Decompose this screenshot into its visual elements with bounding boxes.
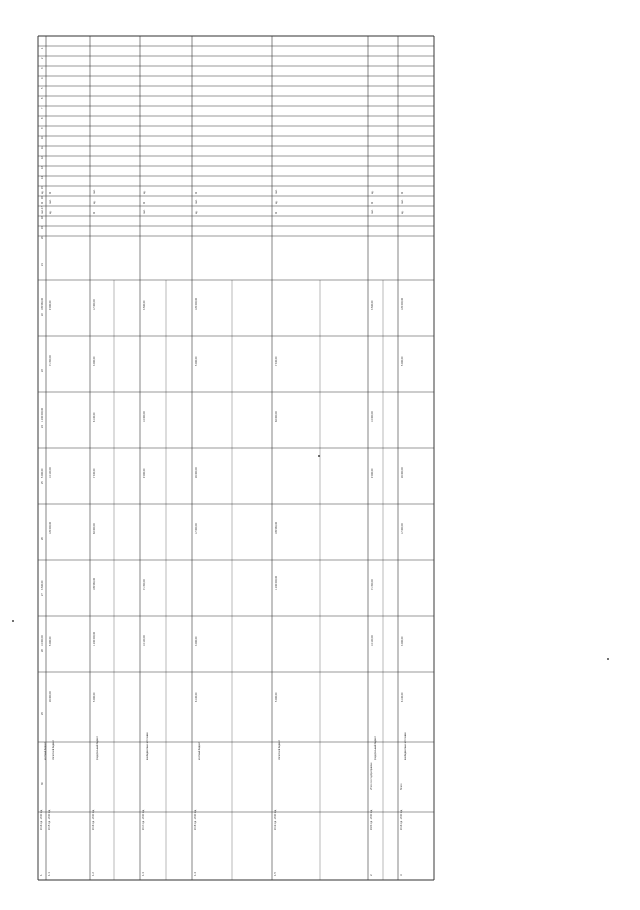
row-number-label: 1. <box>39 873 43 876</box>
column-number-label: 10 <box>41 136 44 139</box>
indicator-unit: чел. <box>275 189 278 194</box>
column-number-label: 17 <box>41 206 44 209</box>
column-number-label: 15 <box>41 186 44 189</box>
column-number-label: 1 <box>41 47 44 49</box>
total-label: Всего <box>400 783 403 790</box>
subtotal-label: Итого по подпрограмме <box>370 762 373 790</box>
amount-value: 1 200 000,00 <box>41 408 44 422</box>
column-number-label: 21 <box>41 263 44 266</box>
amount-value: 13 000,00 <box>41 635 44 646</box>
column-number-label: 30 <box>41 782 44 785</box>
indicator-unit: чел. <box>195 199 198 204</box>
funding-source-label: федеральный бюджет <box>97 736 99 760</box>
period-label: 2020 год - 2020 год <box>371 809 373 830</box>
amount-value: 17 000,00 <box>93 299 96 310</box>
column-number-label: 24 <box>41 425 44 428</box>
column-number-label: 22 <box>41 313 44 316</box>
indicator-unit: ед. <box>195 210 198 214</box>
indicator-unit: чел. <box>41 209 44 214</box>
amount-value: 7 400,00 <box>93 468 96 478</box>
row-number-label: 1.4 <box>193 872 197 876</box>
amount-value: 8 100,00 <box>195 692 198 702</box>
funding-source-label: местный бюджет <box>199 741 201 760</box>
column-number-label: 28 <box>41 649 44 652</box>
amount-value: 13 000,00 <box>371 411 374 422</box>
amount-value: 3 000,00 <box>401 636 404 646</box>
period-label: 2016 год - 2020 год <box>93 809 95 830</box>
amount-value: 28 000,00 <box>401 467 404 478</box>
indicator-unit: ед. <box>93 200 96 204</box>
amount-value: 71 490,00 <box>143 579 146 590</box>
amount-value: 9 000,00 <box>49 300 52 310</box>
funding-source-label: внебюджетные источники <box>405 732 407 760</box>
indicator-unit: чел. <box>93 189 96 194</box>
column-number-label: 9 <box>41 127 44 129</box>
column-number-label: 18 <box>41 216 44 219</box>
indicator-unit: чел. <box>401 199 404 204</box>
row-number-label: 1.1 <box>47 872 51 876</box>
period-label: 2014 год - 2020 год <box>41 809 43 830</box>
funding-source-label: внебюджетные источники <box>147 732 149 760</box>
amount-value: 71 490,00 <box>49 355 52 366</box>
indicator-unit: чел. <box>371 209 374 214</box>
column-number-label: 2 <box>41 57 44 59</box>
row-number-label: 2. <box>369 873 373 876</box>
column-number-label: 20 <box>41 236 44 239</box>
scan-speck <box>607 658 609 660</box>
column-number-label: 25 <box>41 481 44 484</box>
amount-value: 7 400,00 <box>275 356 278 366</box>
amount-value: 125 000,00 <box>401 298 404 310</box>
amount-value: 8 100,00 <box>93 412 96 422</box>
amount-value: 3 500,00 <box>41 580 44 590</box>
row-number-label: 1.5 <box>273 872 277 876</box>
column-number-label: 27 <box>41 593 44 596</box>
indicator-unit: % <box>371 201 374 204</box>
period-label: 2019 год - 2020 год <box>275 809 277 830</box>
amount-value: 8 100,00 <box>401 692 404 702</box>
column-number-label: 6 <box>41 97 44 99</box>
amount-value: 5 000,00 <box>275 692 278 702</box>
indicator-unit: % <box>93 211 96 214</box>
indicator-unit: чел. <box>49 199 52 204</box>
amount-value: 9 000,00 <box>371 468 374 478</box>
indicator-unit: % <box>401 191 404 194</box>
column-number-label: 11 <box>41 146 44 149</box>
amount-value: 5 000,00 <box>93 692 96 702</box>
amount-value: 5 000,00 <box>195 356 198 366</box>
scan-speck <box>12 620 14 622</box>
amount-value: 28 000,00 <box>195 467 198 478</box>
funding-source-label: местный бюджет <box>45 741 47 760</box>
amount-value: 13 100,00 <box>143 635 146 646</box>
amount-value: 13 000,00 <box>143 411 146 422</box>
amount-value: 71 490,00 <box>371 579 374 590</box>
indicator-unit: % <box>49 191 52 194</box>
amount-value: 1 200 000,00 <box>93 632 96 646</box>
period-label: 2015 год - 2020 год <box>49 809 51 830</box>
scan-speck <box>318 455 320 457</box>
amount-value: 1 200 000,00 <box>275 576 278 590</box>
period-label: 2018 год - 2020 год <box>195 809 197 830</box>
column-number-label: 14 <box>41 176 44 179</box>
funding-source-label: областной бюджет <box>53 740 55 760</box>
column-number-label: 16 <box>41 196 44 199</box>
amount-value: 5 000,00 <box>41 468 44 478</box>
indicator-unit: ед. <box>41 190 44 194</box>
row-number-label: 3. <box>399 873 403 876</box>
indicator-unit: ед. <box>143 190 146 194</box>
column-number-label: 23 <box>41 369 44 372</box>
row-number-label: 1.3 <box>141 872 145 876</box>
row-number-label: 1.2 <box>91 872 95 876</box>
column-number-label: 8 <box>41 117 44 119</box>
column-number-label: 26 <box>41 537 44 540</box>
amount-value: 5 000,00 <box>401 356 404 366</box>
column-number-label: 19 <box>41 226 44 229</box>
period-label: 2017 год - 2020 год <box>143 809 145 830</box>
amount-value: 60 000,00 <box>275 411 278 422</box>
amount-value: 125 000,00 <box>49 522 52 534</box>
amount-value: 28 000,00 <box>49 691 52 702</box>
amount-value: 9 000,00 <box>143 468 146 478</box>
indicator-unit: ед. <box>275 200 278 204</box>
amount-value: 195 983,00 <box>41 298 44 310</box>
indicator-unit: ед. <box>401 210 404 214</box>
amount-value: 5 000,00 <box>49 636 52 646</box>
amount-value: 3 000,00 <box>195 636 198 646</box>
amount-value: 3 500,00 <box>371 300 374 310</box>
column-number-label: 3 <box>41 67 44 69</box>
column-number-label: 4 <box>41 77 44 79</box>
funding-source-label: федеральный бюджет <box>375 736 377 760</box>
amount-value: 13 100,00 <box>371 635 374 646</box>
amount-value: 60 000,00 <box>93 523 96 534</box>
amount-value: 195 983,00 <box>275 522 278 534</box>
indicator-unit: % <box>195 191 198 194</box>
indicator-unit: чел. <box>143 209 146 214</box>
amount-value: 3 000,00 <box>93 356 96 366</box>
column-number-label: 13 <box>41 166 44 169</box>
amount-value: 3 500,00 <box>143 300 146 310</box>
column-number-label: 7 <box>41 107 44 109</box>
indicator-unit: ед. <box>371 190 374 194</box>
indicator-unit: % <box>41 201 44 204</box>
amount-value: 13 100,00 <box>49 467 52 478</box>
funding-source-label: областной бюджет <box>279 740 281 760</box>
column-number-label: 29 <box>41 712 44 715</box>
column-number-label: 12 <box>41 156 44 159</box>
column-number-label: 5 <box>41 87 44 89</box>
period-label: 2014 год - 2020 год <box>401 809 403 830</box>
amount-value: 17 000,00 <box>195 523 198 534</box>
indicator-unit: % <box>275 211 278 214</box>
amount-value: 125 000,00 <box>195 298 198 310</box>
amount-value: 17 000,00 <box>401 523 404 534</box>
amount-value: 195 983,00 <box>93 578 96 590</box>
indicator-unit: ед. <box>49 210 52 214</box>
indicator-unit: % <box>143 201 146 204</box>
